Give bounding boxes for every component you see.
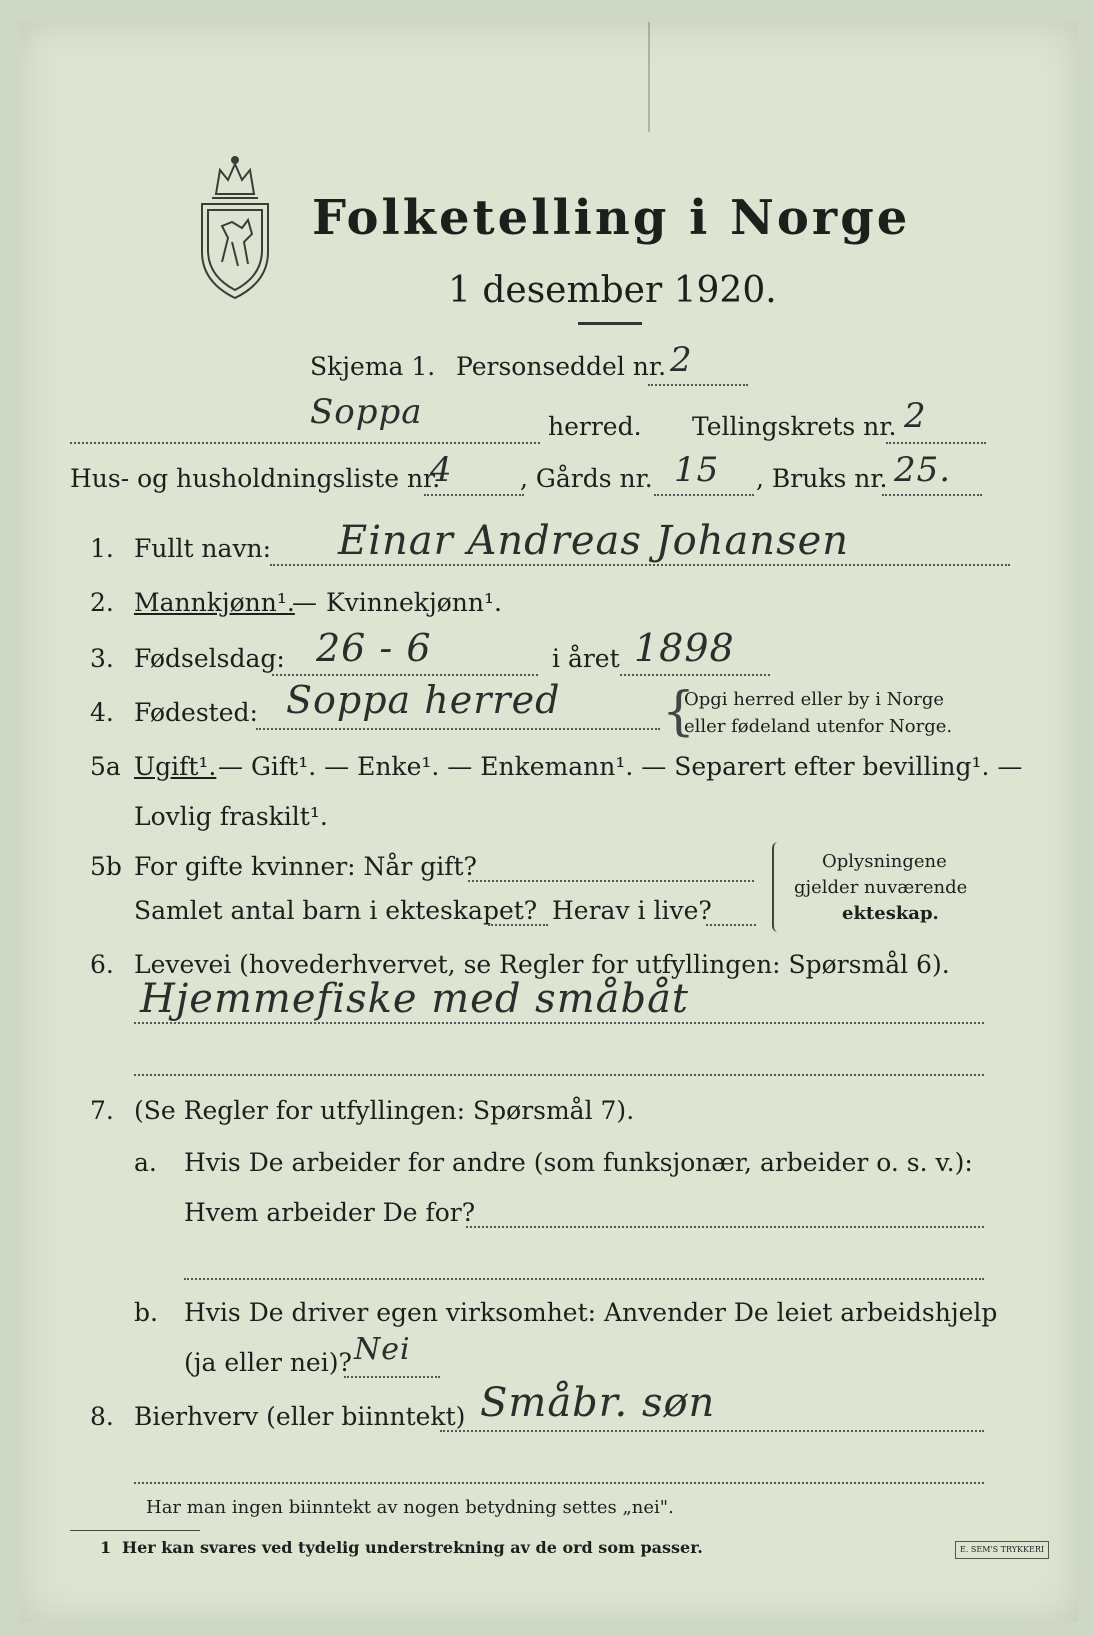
year-line <box>620 674 770 676</box>
personseddel-value: 2 <box>670 340 693 380</box>
birth-year-value: 1898 <box>634 626 735 670</box>
q1-number: 1. <box>90 534 114 563</box>
census-form <box>20 22 1078 1622</box>
hus-line <box>424 494 524 496</box>
q1-line <box>270 564 1010 566</box>
census-date: 1 desember 1920. <box>448 270 777 311</box>
nei-note: Har man ingen biinntekt av nogen betydning settes „nei". <box>146 1497 674 1518</box>
nar-gift-line <box>468 880 754 882</box>
birthplace-value: Soppa herred <box>286 678 561 722</box>
q8-number: 8. <box>90 1402 114 1431</box>
footnote-number: 1 <box>100 1538 112 1557</box>
q5b-number: 5b <box>90 852 122 881</box>
form-title: Folketelling i Norge <box>312 190 911 246</box>
skjema-label: Skjema 1. <box>310 352 436 381</box>
occupation-value: Hjemmefiske med småbåt <box>140 976 689 1022</box>
tellingskrets-value: 2 <box>904 396 927 436</box>
herred-value: Soppa <box>310 392 423 432</box>
q8-line-1 <box>440 1430 984 1432</box>
q5b-note-3: ekteskap. <box>842 903 939 924</box>
q7a-number: a. <box>134 1148 157 1177</box>
tellingskrets-label: Tellingskrets nr. <box>692 412 897 441</box>
bruks-label: , Bruks nr. <box>756 464 888 493</box>
bruks-value: 25. <box>894 450 952 490</box>
ugift-option: Ugift¹. <box>134 752 217 781</box>
q4-brace: { <box>662 682 696 742</box>
barn-line <box>488 924 548 926</box>
q4-label: Fødested: <box>134 698 258 727</box>
gards-label: , Gårds nr. <box>520 464 653 493</box>
q7b-line <box>344 1376 440 1378</box>
q1-label: Fullt navn: <box>134 534 272 563</box>
q6-label: Levevei (hovederhvervet, se Regler for utfyllingen: Spørsmål 6). <box>134 950 950 979</box>
q5b-line2a: Samlet antal barn i ekteskapet? <box>134 896 538 925</box>
hus-value: 4 <box>430 450 453 490</box>
herred-line <box>70 442 540 444</box>
q7-label: (Se Regler for utfyllingen: Spørsmål 7). <box>134 1096 635 1125</box>
side-income-value: Småbr. søn <box>480 1380 716 1426</box>
full-name-value: Einar Andreas Johansen <box>338 518 850 564</box>
q8-line-2 <box>134 1482 984 1484</box>
q8-label: Bierhverv (eller biinntekt) <box>134 1402 466 1431</box>
q3-number: 3. <box>90 644 114 673</box>
fold-mark <box>648 22 650 132</box>
footnote-text: Her kan svares ved tydelig understrekning av de ord som passer. <box>122 1538 703 1557</box>
q7b-line2: (ja eller nei)? <box>184 1348 352 1377</box>
female-option: Kvinnekjønn¹. <box>326 588 502 617</box>
q7-number: 7. <box>90 1096 114 1125</box>
q5b-note-2: gjelder nuværende <box>794 877 968 898</box>
hus-label: Hus- og husholdningsliste nr. <box>70 464 441 493</box>
q7a-line-1 <box>466 1226 984 1228</box>
birth-date-value: 26 - 6 <box>316 626 432 670</box>
q5b-brace <box>772 842 782 932</box>
q5b-line2b: Herav i live? <box>552 896 712 925</box>
gards-line <box>654 494 754 496</box>
q7b-line1: Hvis De driver egen virksomhet: Anvender De leiet arbeidshjelp <box>184 1298 998 1327</box>
q7b-number: b. <box>134 1298 158 1327</box>
q4-note-1: Opgi herred eller by i Norge <box>684 689 945 710</box>
male-option: Mannkjønn¹. <box>134 588 295 617</box>
q6-line-2 <box>134 1074 984 1076</box>
i-live-line <box>706 924 756 926</box>
personseddel-label: Personseddel nr. <box>456 352 667 381</box>
q7a-line-2 <box>184 1278 984 1280</box>
q4-line <box>256 728 660 730</box>
herred-label: herred. <box>548 412 642 441</box>
q5b-note-1: Oplysningene <box>822 851 947 872</box>
q7b-value: Nei <box>354 1332 411 1367</box>
q7a-line2: Hvem arbeider De for? <box>184 1198 476 1227</box>
gards-value: 15 <box>674 450 720 490</box>
title-rule <box>578 322 642 325</box>
q6-number: 6. <box>90 950 114 979</box>
tellingskrets-line <box>886 442 986 444</box>
q3-line <box>272 674 538 676</box>
q3-label: Fødselsdag: <box>134 644 285 673</box>
q4-number: 4. <box>90 698 114 727</box>
q2-dash: — <box>292 588 317 617</box>
personseddel-line <box>648 384 748 386</box>
q5a-number: 5a <box>90 752 121 781</box>
bruks-line <box>882 494 982 496</box>
q2-number: 2. <box>90 588 114 617</box>
printer-stamp: E. SEM'S TRYKKERI <box>955 1541 1049 1559</box>
footnote-rule <box>70 1530 200 1531</box>
fraskilt-option: Lovlig fraskilt¹. <box>134 802 328 831</box>
q6-line-1 <box>134 1022 984 1024</box>
civil-status-options: — Gift¹. — Enke¹. — Enkemann¹. — Separert efter bevilling¹. — <box>218 752 1023 781</box>
q5b-line1: For gifte kvinner: Når gift? <box>134 852 477 881</box>
q4-note-2: eller fødeland utenfor Norge. <box>684 716 953 737</box>
norway-coat-of-arms-icon <box>192 142 278 302</box>
year-label: i året <box>552 644 620 673</box>
q7a-line1: Hvis De arbeider for andre (som funksjonær, arbeider o. s. v.): <box>184 1148 973 1177</box>
